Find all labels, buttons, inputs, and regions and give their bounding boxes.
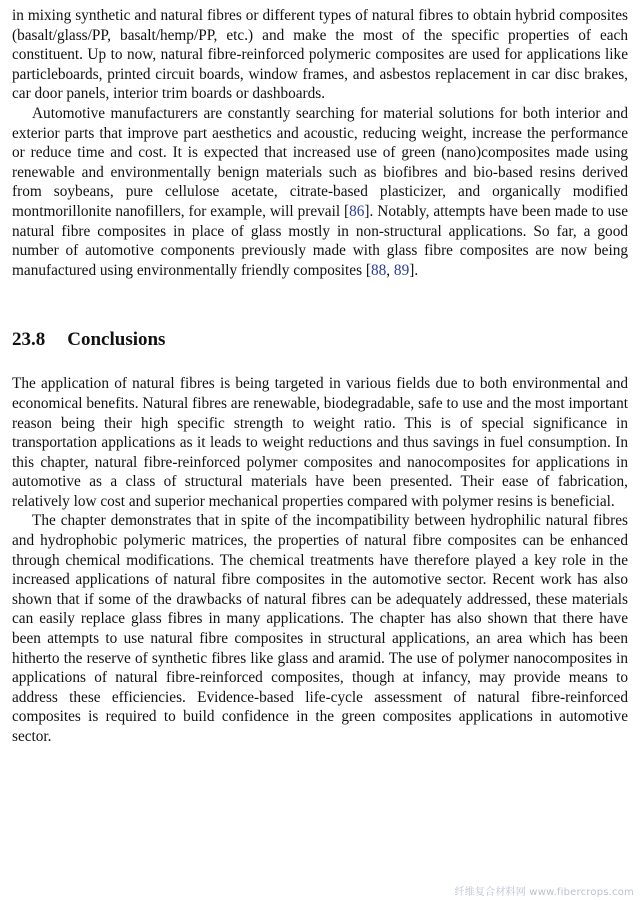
section-title: Conclusions — [67, 329, 166, 351]
paragraph-text: Automotive manufacturers are constantly searching for material solutions for both interior and exterior parts that improve part aesthetics and acoustic, reducing weight, increase the performance or reduce time and cost. It is expected that increased use of green (nano)composites made using renewable and environmentally benign materials such as biofibres and bio-based resins derived from soybeans, pure cellulose acetate, citrate-based plasticizer, and organically modified montmorillonite nanofillers, for example, will prevail [ — [12, 104, 628, 220]
citation-separator: , — [386, 261, 394, 279]
paragraph-application-natural-fibres: The application of natural fibres is being targeted in various fields due to both environmental and economical benefits. Natural fibres are renewable, biodegradable, safe to use and the most important reason being their high specific strength to weight ratio. This is of special significance in transportation applications as it leads to weight reductions and thus savings in fuel consumption. In this chapter, natural fibre-reinforced polymer composites and nanocomposites for applications in automotive as a class of structural materials have been presented. Their ease of fabrication, relatively low cost and superior mechanical properties compared with polymer resins is beneficial. — [12, 375, 628, 510]
watermark-logo: 纤维复合材料网 www.fibercrops.com — [454, 887, 634, 898]
paragraph-hybrid-composites: in mixing synthetic and natural fibres or different types of natural fibres to obtain hybrid composites (basalt/glass/PP, basalt/hemp/PP, etc.) and make the most of the specific properties of each constituent. Up to now, natural fibre-reinforced polymeric composites are used for applications like particleboards, printed circuit boards, window frames, and asbestos replacement in car disc brakes, car door panels, interior trim boards or dashboards. — [12, 7, 628, 103]
paragraph-text: ]. Notably, attempts have been made to use natural fibre composites in place of glass mostly in non-structural applications. So far, a good number of automotive components previously made with glass fibre composites are now being manufactured using environmentally friendly composites [ — [12, 202, 628, 279]
paragraph-automotive-manufacturers — [12, 104, 628, 280]
paragraph-text: ]. — [409, 261, 419, 279]
section-number: 23.8 — [12, 329, 46, 351]
citation-link[interactable]: 86 — [349, 202, 365, 220]
citation-link[interactable]: 89 — [393, 261, 410, 279]
document-page — [12, 6, 628, 747]
section-heading — [12, 328, 628, 352]
paragraph-chapter-demonstrates: The chapter demonstrates that in spite of the incompatibility between hydrophilic natural fibres and hydrophobic polymeric matrices, the properties of natural fibre composites can be enhanced through chemical modifications. The chemical treatments have therefore played a key role in the increased applications of natural fibre composites in the automotive sector. Recent work has also shown that if some of the drawbacks of natural fibres can be adequately addressed, these materials can easily replace glass fibres in many applications. The chapter has also shown that there have been attempts to use natural fibre composites in structural applications, an area which has been hitherto the reserve of synthetic fibres like glass and aramid. The use of polymer nanocomposites in applications of natural fibre-reinforced composites, though at infancy, may provide means to address these efficiencies. Evidence-based life-cycle assessment of natural fibre-reinforced composites is required to build confidence in the green composites applications in automotive sector. — [12, 512, 628, 745]
citation-link[interactable]: 88 — [370, 261, 387, 279]
